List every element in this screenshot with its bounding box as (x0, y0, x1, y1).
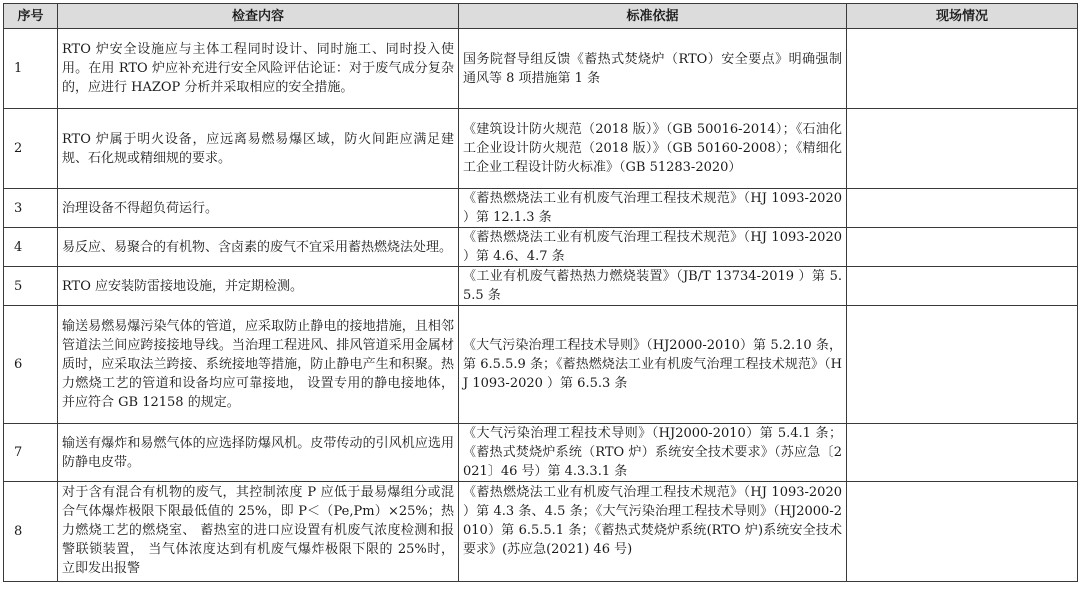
row-number: 4 (4, 228, 58, 267)
row-number: 6 (4, 306, 58, 424)
header-no: 序号 (4, 4, 58, 29)
onsite-status-cell[interactable] (847, 306, 1078, 424)
standard-basis: 《建筑设计防火规范（2018 版）》（GB 50016-2014）；《石油化工企业设计防火规范（2018 版）》（GB 50160-2008）；《精细化工企业工程设计防火标准》（GB 51283-2020） (459, 109, 847, 189)
check-content: RTO 应安装防雷接地设施，并定期检测。 (58, 267, 459, 306)
table-row (4, 29, 1078, 109)
onsite-status-cell[interactable] (847, 424, 1078, 482)
table-row (4, 109, 1078, 189)
table-row (4, 482, 1078, 582)
onsite-status-cell[interactable] (847, 109, 1078, 189)
row-number: 8 (4, 482, 58, 582)
onsite-status-cell[interactable] (847, 29, 1078, 109)
onsite-status-cell[interactable] (847, 482, 1078, 582)
onsite-status-cell[interactable] (847, 267, 1078, 306)
standard-basis: 《蓄热燃烧法工业有机废气治理工程技术规范》（HJ 1093-2020 ）第 12.1.3 条 (459, 189, 847, 228)
header-content: 检查内容 (58, 4, 459, 29)
header-onsite: 现场情况 (847, 4, 1078, 29)
row-number: 1 (4, 29, 58, 109)
table-row (4, 189, 1078, 228)
row-number: 5 (4, 267, 58, 306)
onsite-status-cell[interactable] (847, 228, 1078, 267)
table-row (4, 228, 1078, 267)
row-number: 2 (4, 109, 58, 189)
table-row (4, 267, 1078, 306)
standard-basis: 《大气污染治理工程技术导则》（HJ2000-2010）第 5.2.10 条，第 6.5.5.9 条；《蓄热燃烧法工业有机废气治理工程技术规范》（HJ 1093-2020 ）第 6.5.3 条 (459, 306, 847, 424)
row-number: 3 (4, 189, 58, 228)
standard-basis: 《蓄热燃烧法工业有机废气治理工程技术规范》（HJ 1093-2020 ）第 4.6、4.7 条 (459, 228, 847, 267)
standard-basis: 国务院督导组反馈《蓄热式焚烧炉（RTO）安全要点》明确强制通风等 8 项措施第 1 条 (459, 29, 847, 109)
check-content: 输送有爆炸和易燃气体的应选择防爆风机。皮带传动的引风机应选用防静电皮带。 (58, 424, 459, 482)
table-row (4, 424, 1078, 482)
check-content: 输送易燃易爆污染气体的管道，应采取防止静电的接地措施，且相邻管道法兰间应跨接接地导线。当治理工程进风、排风管道采用金属材质时，应采取法兰跨接、系统接地等措施，防止静电产生和积聚。热力燃烧工艺的管道和设备均应可靠接地， 设置专用的静电接地体， 并应符合 GB 12158 的规定。 (58, 306, 459, 424)
standard-basis: 《蓄热燃烧法工业有机废气治理工程技术规范》（HJ 1093-2020 ）第 4.3 条、4.5 条；《大气污染治理工程技术导则》（HJ2000-2010）第 6.5.5.1 条；《蓄热式焚烧炉系统(RTO 炉)系统安全技术要求》(苏应急(2021) 46 号) (459, 482, 847, 582)
check-content: 治理设备不得超负荷运行。 (58, 189, 459, 228)
standard-basis: 《大气污染治理工程技术导则》（HJ2000-2010）第 5.4.1 条；《蓄热式焚烧炉系统（RTO 炉）系统安全技术要求》（苏应急〔2021〕46 号）第 4.3.3.1 条 (459, 424, 847, 482)
check-content: 对于含有混合有机物的废气，其控制浓度 P 应低于最易爆组分或混合气体爆炸极限下限最低值的 25%，即 P＜（Pe,Pm）×25%；热力燃烧工艺的燃烧室、 蓄热室的进口应设置有机废气浓度检测和报警联锁装置， 当气体浓度达到有机废气爆炸极限下限的 25%时， 立即发出报警 (58, 482, 459, 582)
table-header-row (4, 4, 1078, 29)
table-row (4, 306, 1078, 424)
onsite-status-cell[interactable] (847, 189, 1078, 228)
safety-checklist-table (3, 3, 1078, 582)
check-content: 易反应、易聚合的有机物、含卤素的废气不宜采用蓄热燃烧法处理。 (58, 228, 459, 267)
standard-basis: 《工业有机废气蓄热热力燃烧装置》（JB/T 13734-2019 ）第 5.5.5 条 (459, 267, 847, 306)
check-content: RTO 炉安全设施应与主体工程同时设计、同时施工、同时投入使用。在用 RTO 炉应补充进行安全风险评估论证：对于废气成分复杂的，应进行 HAZOP 分析并采取相应的安全措施。 (58, 29, 459, 109)
row-number: 7 (4, 424, 58, 482)
check-content: RTO 炉属于明火设备，应远离易燃易爆区域，防火间距应满足建规、石化规或精细规的要求。 (58, 109, 459, 189)
header-basis: 标准依据 (459, 4, 847, 29)
